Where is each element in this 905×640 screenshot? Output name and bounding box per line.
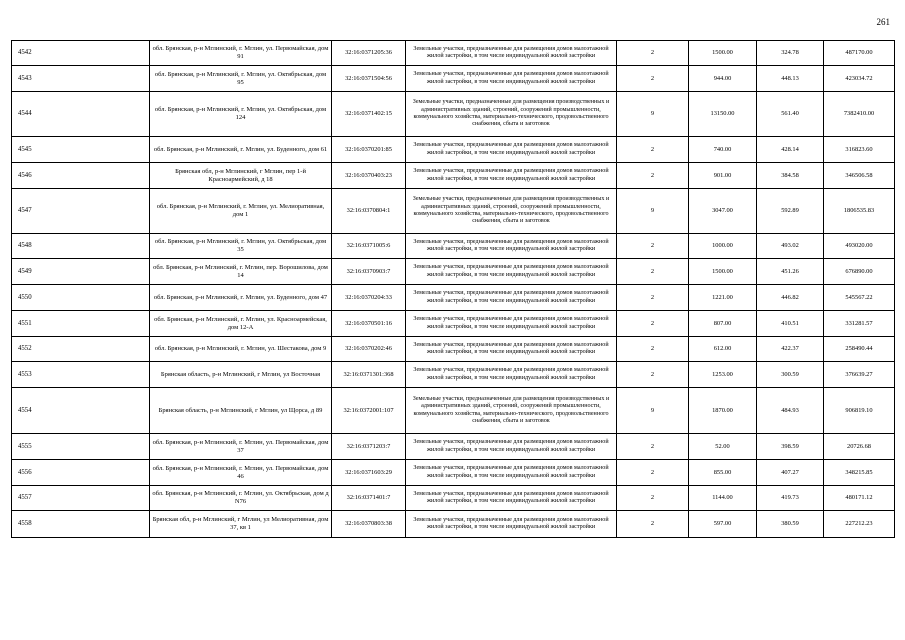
cadastral-number-cell: 32:16:0370202:46: [332, 337, 406, 362]
permitted-use-cell: Земельные участки, предназначенные для размещения домов малоэтажной жилой застройки, в том числе индивидуальной жилой застройки: [406, 234, 617, 259]
group-cell: 2: [617, 362, 689, 388]
row-number: 4557: [12, 486, 150, 511]
specific-value-cell: 380.59: [757, 511, 824, 538]
cadastral-number-cell: 32:16:0371603:29: [332, 460, 406, 486]
permitted-use-cell: Земельные участки, предназначенные для размещения производственных и административных зданий, строений, сооружений промышленности, коммунального хозяйства, материально-технического, продовольственного снабжения, сбыта и заготовок: [406, 388, 617, 434]
table-row: [12, 388, 895, 434]
cadastral-value-cell: 376639.27: [824, 362, 895, 388]
area-cell: 13150.00: [689, 92, 757, 137]
cadastral-number-cell: 32:16:0371205:36: [332, 41, 406, 66]
specific-value-cell: 398.59: [757, 434, 824, 460]
group-cell: 9: [617, 189, 689, 234]
cadastral-number-cell: 32:16:0370804:1: [332, 189, 406, 234]
address-cell: обл. Брянская, р-н Мглинский, г. Мглин, ул. Первомайская, дом 91: [150, 41, 332, 66]
table-row: [12, 285, 895, 311]
address-cell: обл. Брянская, р-н Мглинский, г. Мглин, пер. Ворошилова, дом 14: [150, 259, 332, 285]
address-cell: Брянская область, р-н Мглинский, г Мглин, ул Щорса, д 89: [150, 388, 332, 434]
specific-value-cell: 448.13: [757, 66, 824, 92]
table-row: [12, 337, 895, 362]
group-cell: 2: [617, 137, 689, 163]
table-row: [12, 486, 895, 511]
permitted-use-cell: Земельные участки, предназначенные для размещения домов малоэтажной жилой застройки, в том числе индивидуальной жилой застройки: [406, 337, 617, 362]
cadastral-value-cell: 7382410.00: [824, 92, 895, 137]
cadastral-number-cell: 32:16:0370403:23: [332, 163, 406, 189]
specific-value-cell: 300.59: [757, 362, 824, 388]
group-cell: 2: [617, 434, 689, 460]
group-cell: 2: [617, 337, 689, 362]
cadastral-value-cell: 346506.58: [824, 163, 895, 189]
address-cell: обл. Брянская, р-н Мглинский, г. Мглин, ул. Мелиоративная, дом 1: [150, 189, 332, 234]
cadastral-value-cell: 20726.68: [824, 434, 895, 460]
row-number: 4552: [12, 337, 150, 362]
row-number: 4549: [12, 259, 150, 285]
area-cell: 901.00: [689, 163, 757, 189]
table-body: [12, 41, 895, 538]
row-number: 4556: [12, 460, 150, 486]
group-cell: 2: [617, 234, 689, 259]
permitted-use-cell: Земельные участки, предназначенные для размещения домов малоэтажной жилой застройки, в том числе индивидуальной жилой застройки: [406, 66, 617, 92]
area-cell: 855.00: [689, 460, 757, 486]
group-cell: 9: [617, 92, 689, 137]
cadastral-value-cell: 331281.57: [824, 311, 895, 337]
cadastral-number-cell: 32:16:0371005:6: [332, 234, 406, 259]
row-number: 4542: [12, 41, 150, 66]
row-number: 4544: [12, 92, 150, 137]
group-cell: 2: [617, 486, 689, 511]
area-cell: 612.00: [689, 337, 757, 362]
permitted-use-cell: Земельные участки, предназначенные для размещения домов малоэтажной жилой застройки, в том числе индивидуальной жилой застройки: [406, 285, 617, 311]
table-row: [12, 234, 895, 259]
permitted-use-cell: Земельные участки, предназначенные для размещения домов малоэтажной жилой застройки, в том числе индивидуальной жилой застройки: [406, 460, 617, 486]
address-cell: обл. Брянская, р-н Мглинский, г. Мглин, ул. Буденного, дом 61: [150, 137, 332, 163]
permitted-use-cell: Земельные участки, предназначенные для размещения производственных и административных зданий, строений, сооружений промышленности, коммунального хозяйства, материально-технического, продовольственного снабжения, сбыта и заготовок: [406, 92, 617, 137]
cadastral-number-cell: 32:16:0370204:33: [332, 285, 406, 311]
group-cell: 2: [617, 511, 689, 538]
area-cell: 3047.00: [689, 189, 757, 234]
row-number: 4554: [12, 388, 150, 434]
row-number: 4555: [12, 434, 150, 460]
row-number: 4553: [12, 362, 150, 388]
table-row: [12, 137, 895, 163]
row-number: 4547: [12, 189, 150, 234]
cadastral-number-cell: 32:16:0370501:16: [332, 311, 406, 337]
specific-value-cell: 451.26: [757, 259, 824, 285]
table-row: [12, 511, 895, 538]
address-cell: обл. Брянская, р-н Мглинский, г. Мглин, ул. Октябрьская, дом 95: [150, 66, 332, 92]
specific-value-cell: 561.40: [757, 92, 824, 137]
permitted-use-cell: Земельные участки, предназначенные для размещения домов малоэтажной жилой застройки, в том числе индивидуальной жилой застройки: [406, 163, 617, 189]
table-row: [12, 41, 895, 66]
cadastral-value-cell: 493020.00: [824, 234, 895, 259]
table-row: [12, 189, 895, 234]
specific-value-cell: 407.27: [757, 460, 824, 486]
permitted-use-cell: Земельные участки, предназначенные для размещения домов малоэтажной жилой застройки, в том числе индивидуальной жилой застройки: [406, 311, 617, 337]
specific-value-cell: 592.89: [757, 189, 824, 234]
cadastral-value-cell: 1806535.83: [824, 189, 895, 234]
cadastral-number-cell: 32:16:0371504:56: [332, 66, 406, 92]
table-row: [12, 259, 895, 285]
row-number: 4558: [12, 511, 150, 538]
area-cell: 807.00: [689, 311, 757, 337]
permitted-use-cell: Земельные участки, предназначенные для размещения домов малоэтажной жилой застройки, в том числе индивидуальной жилой застройки: [406, 434, 617, 460]
specific-value-cell: 410.51: [757, 311, 824, 337]
group-cell: 2: [617, 285, 689, 311]
permitted-use-cell: Земельные участки, предназначенные для размещения домов малоэтажной жилой застройки, в том числе индивидуальной жилой застройки: [406, 137, 617, 163]
specific-value-cell: 484.93: [757, 388, 824, 434]
permitted-use-cell: Земельные участки, предназначенные для размещения домов малоэтажной жилой застройки, в том числе индивидуальной жилой застройки: [406, 41, 617, 66]
row-number: 4543: [12, 66, 150, 92]
group-cell: 2: [617, 41, 689, 66]
address-cell: Брянская обл, р-н Мглинский, г Мглин, пер 1-й Красноармейский, д 18: [150, 163, 332, 189]
group-cell: 2: [617, 163, 689, 189]
specific-value-cell: 384.58: [757, 163, 824, 189]
area-cell: 1144.00: [689, 486, 757, 511]
group-cell: 2: [617, 66, 689, 92]
group-cell: 2: [617, 460, 689, 486]
group-cell: 9: [617, 388, 689, 434]
cadastral-number-cell: 32:16:0370201:85: [332, 137, 406, 163]
cadastral-value-cell: 423034.72: [824, 66, 895, 92]
cadastral-number-cell: 32:16:0371203:7: [332, 434, 406, 460]
cadastral-number-cell: 32:16:0371401:7: [332, 486, 406, 511]
address-cell: обл. Брянская, р-н Мглинский, г. Мглин, ул. Первомайская, дом 37: [150, 434, 332, 460]
address-cell: обл. Брянская, р-н Мглинский, г. Мглин, ул. Буденного, дом 47: [150, 285, 332, 311]
cadastral-value-cell: 487170.00: [824, 41, 895, 66]
table-row: [12, 460, 895, 486]
row-number: 4546: [12, 163, 150, 189]
cadastral-number-cell: 32:16:0370803:38: [332, 511, 406, 538]
table-row: [12, 92, 895, 137]
address-cell: обл. Брянская, р-н Мглинский, г. Мглин, ул. Первомайская, дом 46: [150, 460, 332, 486]
row-number: 4545: [12, 137, 150, 163]
cadastral-value-cell: 480171.12: [824, 486, 895, 511]
address-cell: Брянская обл, р-н Мглинский, г Мглин, ул Мелиоративная, дом 37, кв 1: [150, 511, 332, 538]
table-row: [12, 163, 895, 189]
row-number: 4548: [12, 234, 150, 259]
cadastral-value-cell: 316823.60: [824, 137, 895, 163]
specific-value-cell: 446.82: [757, 285, 824, 311]
permitted-use-cell: Земельные участки, предназначенные для размещения домов малоэтажной жилой застройки, в том числе индивидуальной жилой застройки: [406, 259, 617, 285]
table-row: [12, 66, 895, 92]
group-cell: 2: [617, 311, 689, 337]
specific-value-cell: 428.14: [757, 137, 824, 163]
cadastral-number-cell: 32:16:0370903:7: [332, 259, 406, 285]
cadastral-value-cell: 258490.44: [824, 337, 895, 362]
cadastral-value-cell: 545567.22: [824, 285, 895, 311]
area-cell: 944.00: [689, 66, 757, 92]
cadastral-value-cell: 227212.23: [824, 511, 895, 538]
cadastral-number-cell: 32:16:0372001:107: [332, 388, 406, 434]
permitted-use-cell: Земельные участки, предназначенные для размещения домов малоэтажной жилой застройки, в том числе индивидуальной жилой застройки: [406, 486, 617, 511]
address-cell: обл. Брянская, р-н Мглинский, г. Мглин, ул. Октябрьская, дом 124: [150, 92, 332, 137]
area-cell: 1253.00: [689, 362, 757, 388]
cadastral-value-table: [11, 40, 895, 538]
area-cell: 597.00: [689, 511, 757, 538]
permitted-use-cell: Земельные участки, предназначенные для размещения домов малоэтажной жилой застройки, в том числе индивидуальной жилой застройки: [406, 362, 617, 388]
page-number: 261: [876, 17, 890, 27]
cadastral-value-cell: 348215.85: [824, 460, 895, 486]
area-cell: 52.00: [689, 434, 757, 460]
specific-value-cell: 419.73: [757, 486, 824, 511]
address-cell: Брянская область, р-н Мглинский, г Мглин, ул Восточная: [150, 362, 332, 388]
address-cell: обл. Брянская, р-н Мглинский, г. Мглин, ул. Красноармейская, дом 12-А: [150, 311, 332, 337]
address-cell: обл. Брянская, р-н Мглинский, г. Мглин, ул. Октябрьская, дом д N76: [150, 486, 332, 511]
table-row: [12, 311, 895, 337]
address-cell: обл. Брянская, р-н Мглинский, г. Мглин, ул. Октябрьская, дом 35: [150, 234, 332, 259]
area-cell: 1221.00: [689, 285, 757, 311]
table-row: [12, 434, 895, 460]
specific-value-cell: 324.78: [757, 41, 824, 66]
area-cell: 1000.00: [689, 234, 757, 259]
address-cell: обл. Брянская, р-н Мглинский, г. Мглин, ул. Шестакова, дом 9: [150, 337, 332, 362]
cadastral-value-cell: 906819.10: [824, 388, 895, 434]
permitted-use-cell: Земельные участки, предназначенные для размещения производственных и административных зданий, строений, сооружений промышленности, коммунального хозяйства, материально-технического, продовольственного снабжения, сбыта и заготовок: [406, 189, 617, 234]
cadastral-value-cell: 676890.00: [824, 259, 895, 285]
area-cell: 1500.00: [689, 259, 757, 285]
area-cell: 1500.00: [689, 41, 757, 66]
specific-value-cell: 422.37: [757, 337, 824, 362]
cadastral-number-cell: 32:16:0371402:15: [332, 92, 406, 137]
area-cell: 740.00: [689, 137, 757, 163]
area-cell: 1870.00: [689, 388, 757, 434]
table-row: [12, 362, 895, 388]
group-cell: 2: [617, 259, 689, 285]
specific-value-cell: 493.02: [757, 234, 824, 259]
row-number: 4551: [12, 311, 150, 337]
row-number: 4550: [12, 285, 150, 311]
cadastral-number-cell: 32:16:0371301:368: [332, 362, 406, 388]
permitted-use-cell: Земельные участки, предназначенные для размещения домов малоэтажной жилой застройки, в том числе индивидуальной жилой застройки: [406, 511, 617, 538]
